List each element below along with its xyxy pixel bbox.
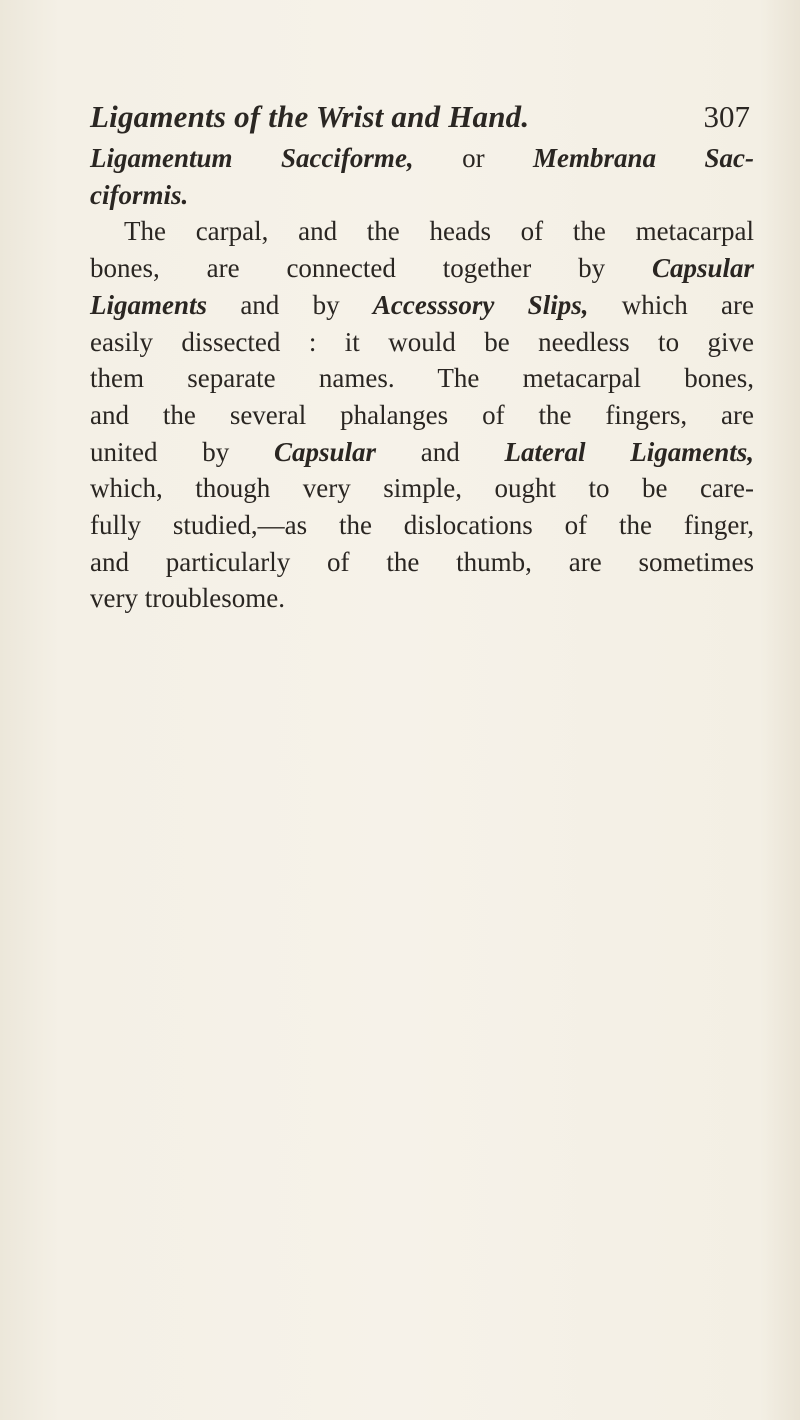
text-line xyxy=(90,140,754,177)
text-segment: and xyxy=(376,436,505,467)
text-line xyxy=(90,213,754,250)
text-line xyxy=(90,360,754,397)
text-line xyxy=(90,250,754,287)
text-segment: united by xyxy=(90,436,274,467)
text-line xyxy=(90,544,754,581)
running-title: Ligaments of the Wrist and Hand. xyxy=(90,99,530,134)
italic-term: Accesssory Slips, xyxy=(372,289,589,320)
italic-term: Capsular xyxy=(273,436,377,467)
italic-term: Membrana Sac- xyxy=(533,143,754,173)
text-segment: very troublesome. xyxy=(90,583,285,614)
italic-term: Lateral Ligaments, xyxy=(504,436,755,467)
running-head xyxy=(90,92,750,142)
text-line xyxy=(90,580,754,617)
italic-term: Ligamentum Sacciforme, xyxy=(90,143,414,173)
text-segment: which are xyxy=(588,289,755,320)
italic-term: Capsular xyxy=(651,253,754,284)
text-segment: The carpal, and the heads of the metacarpal xyxy=(124,216,754,247)
text-segment: easily dissected : it would be needless to give xyxy=(90,326,754,357)
italic-term: Ligaments xyxy=(90,289,208,320)
text-segment: fully studied,—as the dislocations of the finger, xyxy=(90,510,754,541)
page-number: 307 xyxy=(703,99,750,134)
text-line xyxy=(90,324,754,361)
italic-term: ciformis. xyxy=(90,179,189,210)
text-segment: and by xyxy=(207,289,373,320)
text-segment: them separate names. The metacarpal bones, xyxy=(90,363,754,394)
text-line xyxy=(90,434,754,471)
text-segment: and the several phalanges of the fingers, are xyxy=(90,399,754,430)
text-segment: or xyxy=(413,143,534,173)
text-line xyxy=(90,177,754,214)
text-line xyxy=(90,397,754,434)
text-segment: and particularly of the thumb, are sometimes xyxy=(90,546,754,577)
body-text xyxy=(90,140,754,617)
text-line xyxy=(90,470,754,507)
text-segment: bones, are connected together by xyxy=(90,253,652,284)
text-line xyxy=(90,287,754,324)
text-segment: which, though very simple, ought to be care- xyxy=(90,473,754,504)
text-line xyxy=(90,507,754,544)
